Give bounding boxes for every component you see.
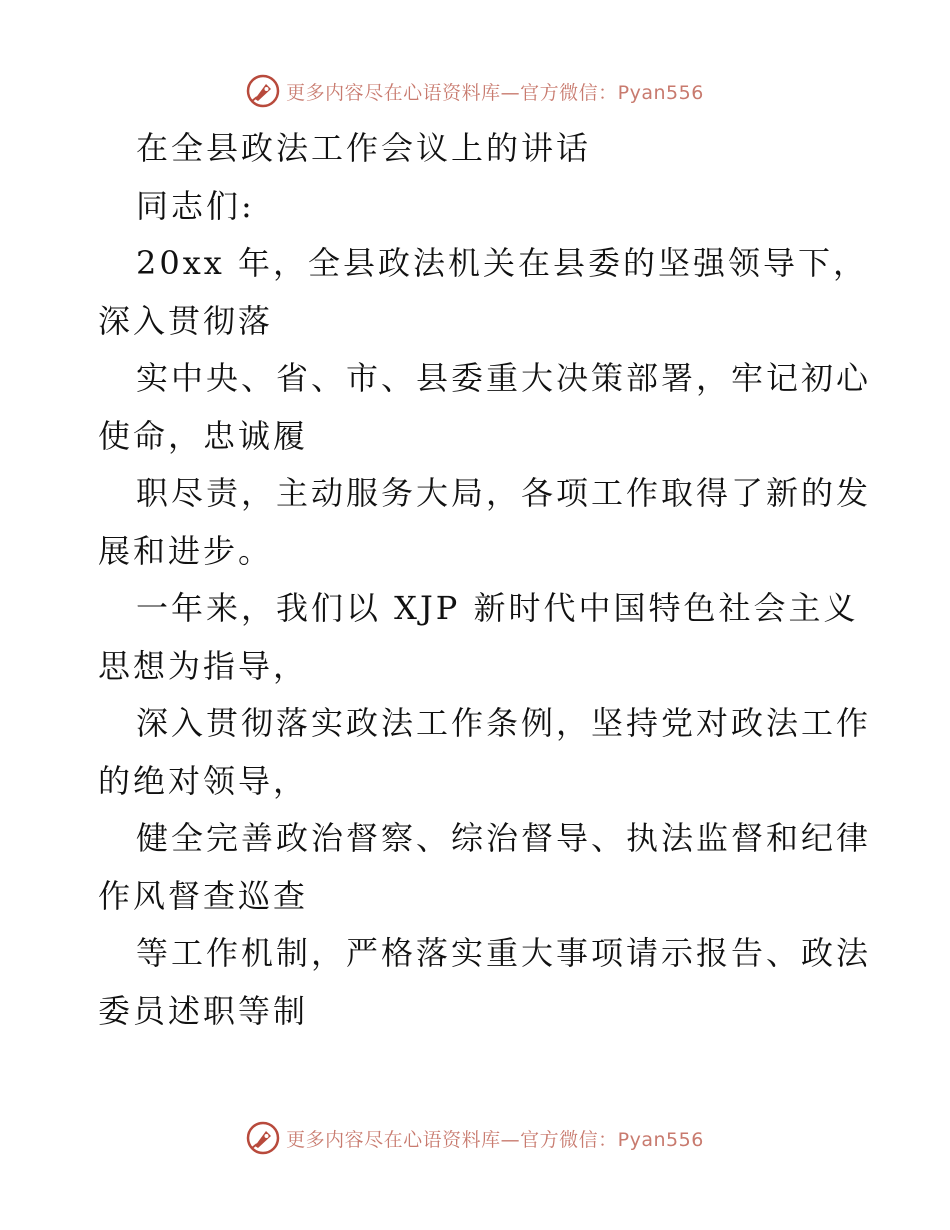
document-body — [98, 120, 872, 1040]
text-line-wrap: 使命，忠诚履 — [98, 416, 309, 455]
text-line: 20xx 年，全县政法机关在县委的坚强领导下， — [136, 244, 868, 282]
text-line: 健全完善政治督察、综治督导、执法监督和纪律 — [136, 819, 872, 857]
text-line-wrap: 的绝对领导， — [98, 761, 309, 800]
document-title: 在全县政法工作会议上的讲话 — [136, 129, 592, 167]
text-line: 职尽责，主动服务大局，各项工作取得了新的发 — [136, 474, 872, 512]
pen-nib-logo-icon — [246, 74, 280, 108]
salutation: 同志们: — [136, 186, 255, 225]
watermark-text: 更多内容尽在心语资料库—官方微信：Pyan556 — [286, 1128, 704, 1151]
text-line: 等工作机制，严格落实重大事项请示报告、政法 — [136, 934, 872, 972]
text-line-wrap: 思想为指导， — [98, 646, 309, 685]
text-line-wrap: 委员述职等制 — [98, 991, 309, 1030]
text-line: 一年来，我们以 XJP 新时代中国特色社会主义 — [136, 589, 859, 627]
watermark-text: 更多内容尽在心语资料库—官方微信：Pyan556 — [286, 81, 704, 104]
text-line-wrap: 作风督查巡查 — [98, 876, 309, 915]
footer-watermark — [0, 1118, 950, 1158]
text-line-wrap: 深入贯彻落 — [98, 301, 274, 340]
text-line-wrap: 展和进步。 — [98, 531, 274, 570]
header-watermark — [0, 71, 950, 111]
text-line: 深入贯彻落实政法工作条例，坚持党对政法工作 — [136, 704, 872, 742]
pen-nib-logo-icon — [246, 1121, 280, 1155]
text-line: 实中央、省、市、县委重大决策部署，牢记初心 — [136, 359, 872, 397]
